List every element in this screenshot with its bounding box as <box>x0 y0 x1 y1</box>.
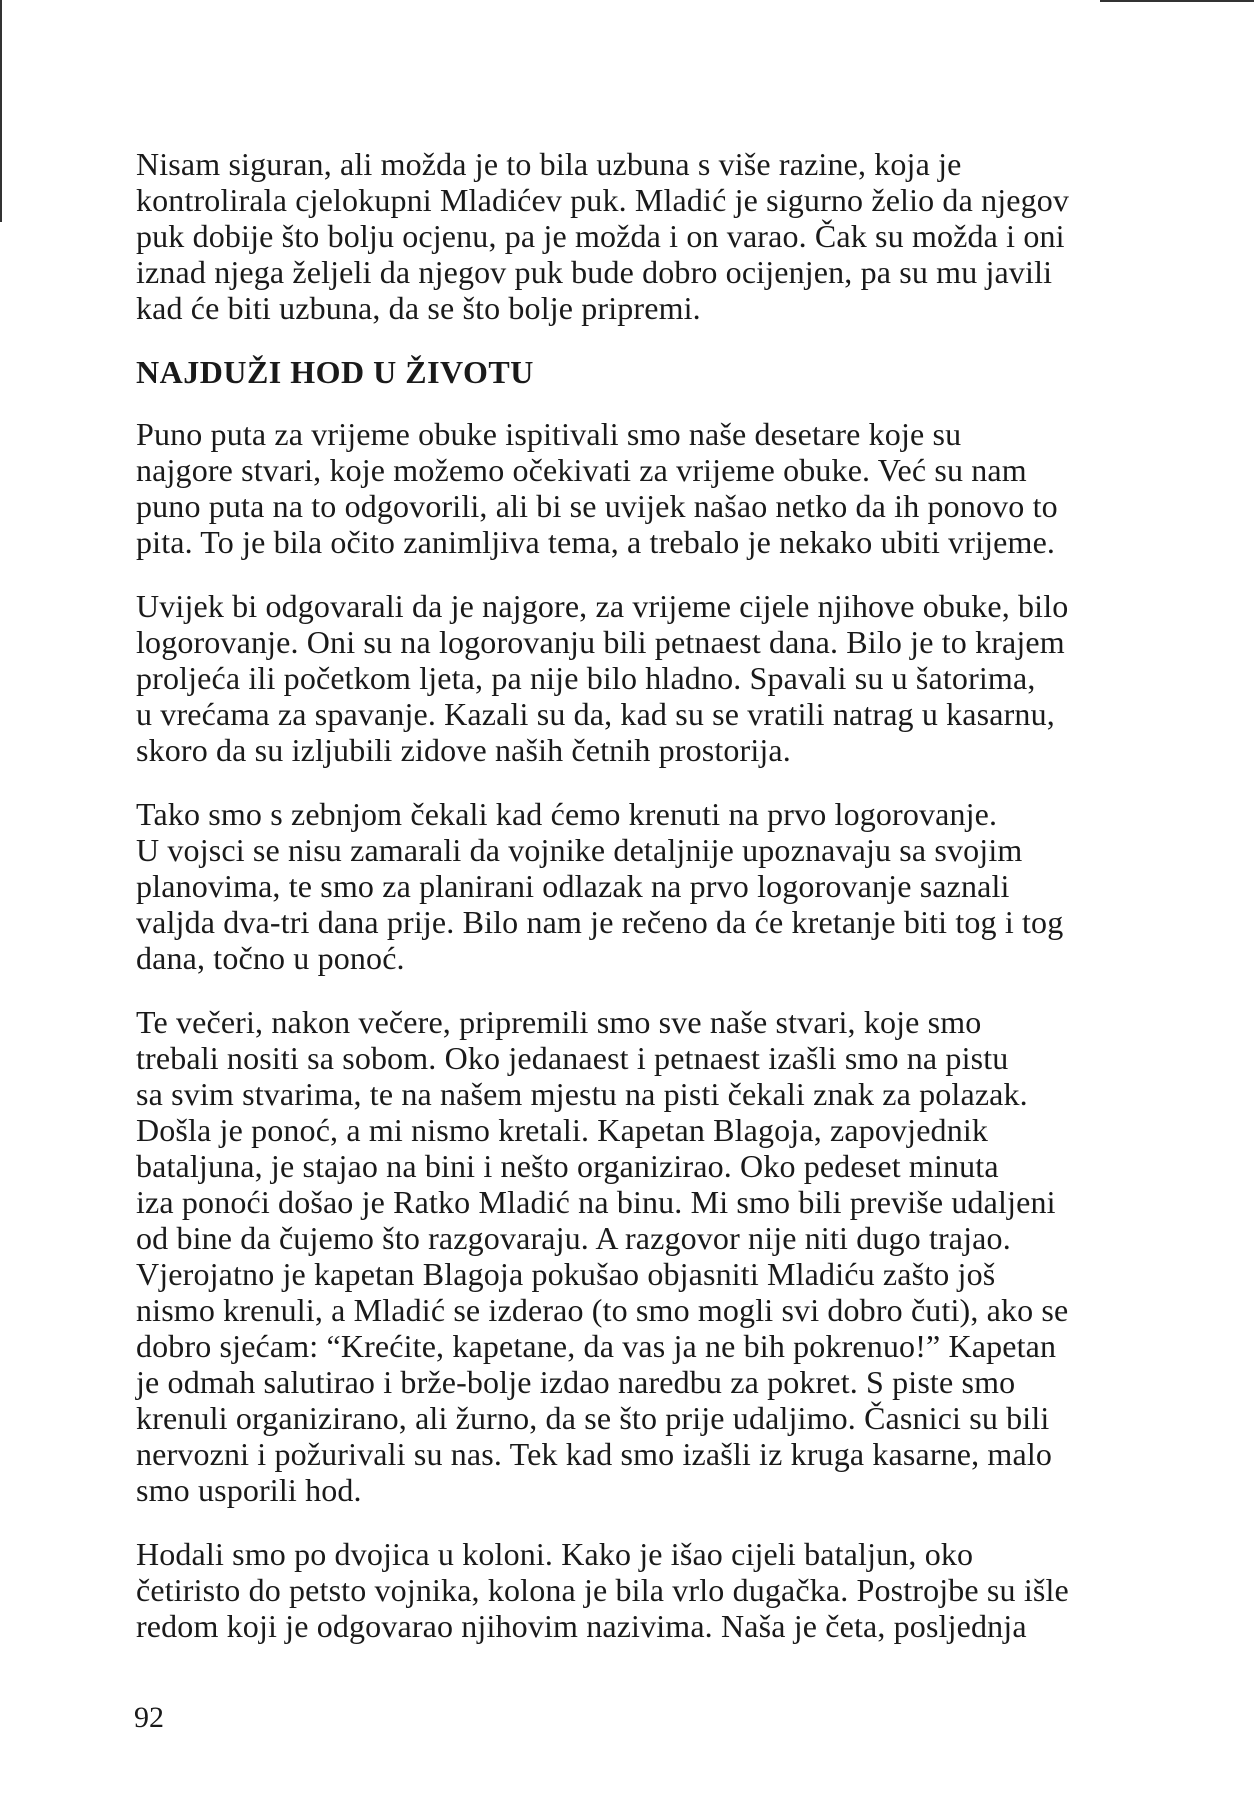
paragraph-5 <box>136 1004 1126 1508</box>
text-line: dana, točno u ponoć. <box>136 940 405 976</box>
text-line: Tako smo s zebnjom čekali kad ćemo krenuti na prvo logorovanje. <box>136 796 998 832</box>
text-line: nervozni i požurivali su nas. Tek kad smo izašli iz kruga kasarne, malo <box>136 1436 1053 1472</box>
text-line: kontrolirala cjelokupni Mladićev puk. Mladić je sigurno želio da njegov <box>136 182 1070 218</box>
text-line: u vrećama za spavanje. Kazali su da, kad su se vratili natrag u kasarnu, <box>136 696 1055 732</box>
text-line: proljeća ili početkom ljeta, pa nije bilo hladno. Spavali su u šatorima, <box>136 660 1036 696</box>
text-line: od bine da čujemo što razgovaraju. A razgovor nije niti dugo trajao. <box>136 1220 1011 1256</box>
text-line: smo usporili hod. <box>136 1472 362 1508</box>
text-line: puno puta na to odgovorili, ali bi se uvijek našao netko da ih ponovo to <box>136 488 1058 524</box>
text-line: bataljuna, je stajao na bini i nešto organizirao. Oko pedeset minuta <box>136 1148 999 1184</box>
text-line: puk dobije što bolju ocjenu, pa je možda i on varao. Čak su možda i oni <box>136 218 1065 254</box>
text-line: četiristo do petsto vojnika, kolona je bila vrlo dugačka. Postrojbe su išle <box>136 1572 1069 1608</box>
text-line: najgore stvari, koje možemo očekivati za vrijeme obuke. Već su nam <box>136 452 1027 488</box>
text-line: krenuli organizirano, ali žurno, da se što prije udaljimo. Časnici su bili <box>136 1400 1050 1436</box>
text-line: sa svim stvarima, te na našem mjestu na pisti čekali znak za polazak. <box>136 1076 1028 1112</box>
text-line: trebali nositi sa sobom. Oko jedanaest i petnaest izašli smo na pistu <box>136 1040 1009 1076</box>
page-number: 92 <box>134 1701 164 1734</box>
text-line: redom koji je odgovarao njihovim nazivima. Naša je četa, posljednja <box>136 1608 1027 1644</box>
text-line: Puno puta za vrijeme obuke ispitivali smo naše desetare koje su <box>136 416 962 452</box>
text-line: pita. To je bila očito zanimljiva tema, a trebalo je nekako ubiti vrijeme. <box>136 524 1056 560</box>
text-line: iznad njega željeli da njegov puk bude dobro ocijenjen, pa su mu javili <box>136 254 1053 290</box>
text-line: iza ponoći došao je Ratko Mladić na binu. Mi smo bili previše udaljeni <box>136 1184 1056 1220</box>
top-edge-rule <box>1100 0 1254 2</box>
text-line: Hodali smo po dvojica u koloni. Kako je išao cijeli bataljun, oko <box>136 1536 974 1572</box>
text-line: Došla je ponoć, a mi nismo kretali. Kapetan Blagoja, zapovjednik <box>136 1112 989 1148</box>
text-line: nismo krenuli, a Mladić se izderao (to smo mogli svi dobro čuti), ako se <box>136 1292 1069 1328</box>
section-heading: NAJDUŽI HOD U ŽIVOTU <box>136 354 534 390</box>
page-content <box>136 146 1126 1672</box>
paragraph-3 <box>136 588 1126 768</box>
paragraph-6 <box>136 1536 1126 1644</box>
text-line: planovima, te smo za planirani odlazak na prvo logorovanje saznali <box>136 868 1010 904</box>
text-line: je odmah salutirao i brže-bolje izdao naredbu za pokret. S piste smo <box>136 1364 1016 1400</box>
text-line: U vojsci se nisu zamarali da vojnike detaljnije upoznavaju sa svojim <box>136 832 1023 868</box>
text-line: Nisam siguran, ali možda je to bila uzbuna s više razine, koja je <box>136 146 962 182</box>
text-line: valjda dva-tri dana prije. Bilo nam je rečeno da će kretanje biti tog i tog <box>136 904 1064 940</box>
text-line: Te večeri, nakon večere, pripremili smo sve naše stvari, koje smo <box>136 1004 982 1040</box>
paragraph-4 <box>136 796 1126 976</box>
left-edge-rule <box>0 0 2 222</box>
text-line: logorovanje. Oni su na logorovanju bili petnaest dana. Bilo je to krajem <box>136 624 1065 660</box>
paragraph-1 <box>136 146 1126 326</box>
text-line: skoro da su izljubili zidove naših četnih prostorija. <box>136 732 791 768</box>
text-line: Vjerojatno je kapetan Blagoja pokušao objasniti Mladiću zašto još <box>136 1256 996 1292</box>
paragraph-2 <box>136 416 1126 560</box>
text-line: Uvijek bi odgovarali da je najgore, za vrijeme cijele njihove obuke, bilo <box>136 588 1069 624</box>
text-line: dobro sjećam: “Krećite, kapetane, da vas ja ne bih pokrenuo!” Kapetan <box>136 1328 1057 1364</box>
text-line: kad će biti uzbuna, da se što bolje pripremi. <box>136 290 701 326</box>
